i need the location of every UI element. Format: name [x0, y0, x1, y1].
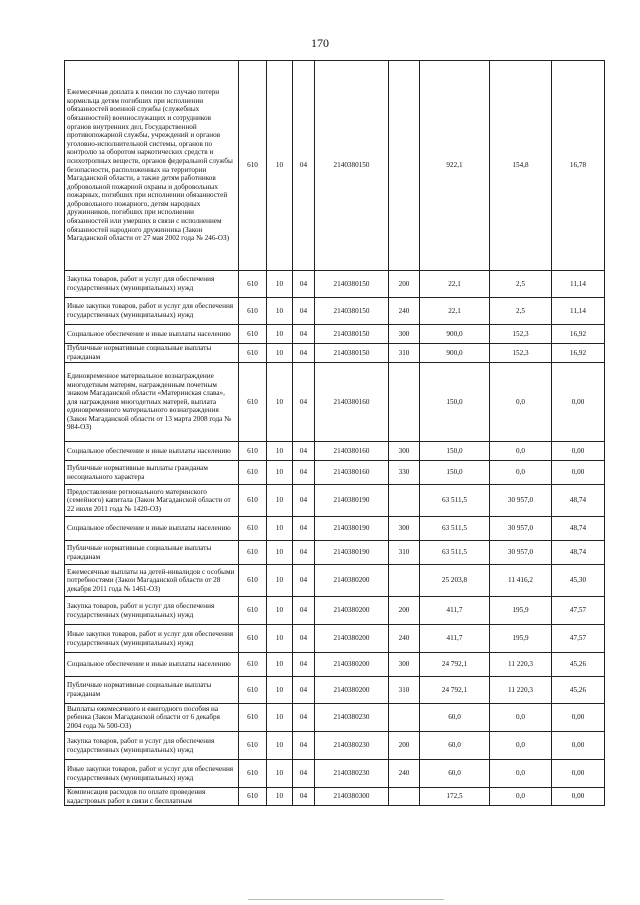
subsection-code-cell: 04 [293, 541, 315, 565]
expense-type-cell [389, 61, 420, 271]
execution-percent-cell: 16,92 [552, 344, 605, 363]
ministry-code-cell: 610 [239, 298, 267, 325]
actual-amount-cell: 195,9 [490, 625, 552, 653]
table-body [65, 61, 605, 806]
row-name-cell: Закупка товаров, работ и услуг для обеспечения государственных (муниципальных) нужд [65, 732, 239, 760]
actual-amount-cell: 30 957,0 [490, 485, 552, 517]
plan-amount-cell: 411,7 [420, 597, 490, 625]
table-row [65, 760, 605, 788]
table-row [65, 344, 605, 363]
subsection-code-cell: 04 [293, 677, 315, 704]
target-article-cell: 2140380150 [315, 344, 389, 363]
table-row [65, 325, 605, 344]
subsection-code-cell: 04 [293, 760, 315, 788]
expense-type-cell: 240 [389, 298, 420, 325]
target-article-cell: 2140380160 [315, 461, 389, 485]
plan-amount-cell: 172,5 [420, 788, 490, 806]
ministry-code-cell: 610 [239, 61, 267, 271]
section-code-cell: 10 [267, 788, 293, 806]
expense-type-cell: 300 [389, 653, 420, 677]
actual-amount-cell: 152,3 [490, 325, 552, 344]
row-name-cell: Компенсация расходов по оплате проведения кадастровых работ в связи с бесплатным [65, 788, 239, 806]
execution-percent-cell: 45,30 [552, 565, 605, 597]
execution-percent-cell: 11,14 [552, 298, 605, 325]
ministry-code-cell: 610 [239, 732, 267, 760]
plan-amount-cell: 411,7 [420, 625, 490, 653]
actual-amount-cell: 2,5 [490, 271, 552, 298]
table-row [65, 677, 605, 704]
execution-percent-cell: 0,00 [552, 704, 605, 732]
section-code-cell: 10 [267, 653, 293, 677]
subsection-code-cell: 04 [293, 271, 315, 298]
plan-amount-cell: 63 511,5 [420, 541, 490, 565]
row-name-cell: Иные закупки товаров, работ и услуг для обеспечения государственных (муниципальных) нужд [65, 298, 239, 325]
execution-percent-cell: 16,92 [552, 325, 605, 344]
target-article-cell: 2140380200 [315, 597, 389, 625]
expense-type-cell: 310 [389, 541, 420, 565]
table-row [65, 271, 605, 298]
execution-percent-cell: 0,00 [552, 788, 605, 806]
plan-amount-cell: 24 792,1 [420, 677, 490, 704]
table-row [65, 363, 605, 442]
actual-amount-cell: 152,3 [490, 344, 552, 363]
row-name-cell: Выплаты ежемесячного и ежегодного пособия на ребенка (Закон Магаданской области от 6 декабря 2004 года № 500-ОЗ) [65, 704, 239, 732]
row-name-cell: Публичные нормативные социальные выплаты гражданам [65, 677, 239, 704]
row-name-cell: Предоставление регионального материнского (семейного) капитала (Закон Магаданской области от 22 июля 2011 года № 1420-ОЗ) [65, 485, 239, 517]
plan-amount-cell: 60,0 [420, 704, 490, 732]
execution-percent-cell: 0,00 [552, 461, 605, 485]
target-article-cell: 2140380150 [315, 325, 389, 344]
plan-amount-cell: 900,0 [420, 344, 490, 363]
subsection-code-cell: 04 [293, 325, 315, 344]
subsection-code-cell: 04 [293, 442, 315, 461]
section-code-cell: 10 [267, 363, 293, 442]
actual-amount-cell: 0,0 [490, 461, 552, 485]
subsection-code-cell: 04 [293, 625, 315, 653]
ministry-code-cell: 610 [239, 271, 267, 298]
plan-amount-cell: 22,1 [420, 298, 490, 325]
actual-amount-cell: 2,5 [490, 298, 552, 325]
page-number: 170 [311, 36, 329, 50]
table-row [65, 625, 605, 653]
subsection-code-cell: 04 [293, 363, 315, 442]
execution-percent-cell: 0,00 [552, 732, 605, 760]
execution-percent-cell: 0,00 [552, 760, 605, 788]
section-code-cell: 10 [267, 760, 293, 788]
subsection-code-cell: 04 [293, 704, 315, 732]
plan-amount-cell: 150,0 [420, 363, 490, 442]
row-name-cell: Ежемесячные выплаты на детей-инвалидов с особыми потребностями (Закон Магаданской области от 28 декабря 2011 года № 1461-ОЗ) [65, 565, 239, 597]
subsection-code-cell: 04 [293, 517, 315, 541]
row-name-cell: Закупка товаров, работ и услуг для обеспечения государственных (муниципальных) нужд [65, 271, 239, 298]
table-row [65, 541, 605, 565]
row-name-cell: Публичные нормативные социальные выплаты гражданам [65, 541, 239, 565]
actual-amount-cell: 0,0 [490, 788, 552, 806]
footer-line [248, 899, 444, 900]
expense-type-cell: 310 [389, 677, 420, 704]
section-code-cell: 10 [267, 677, 293, 704]
execution-percent-cell: 47,57 [552, 625, 605, 653]
plan-amount-cell: 63 511,5 [420, 517, 490, 541]
target-article-cell: 2140380230 [315, 760, 389, 788]
expense-type-cell: 310 [389, 344, 420, 363]
plan-amount-cell: 63 511,5 [420, 485, 490, 517]
target-article-cell: 2140380150 [315, 271, 389, 298]
execution-percent-cell: 0,00 [552, 363, 605, 442]
section-code-cell: 10 [267, 298, 293, 325]
target-article-cell: 2140380200 [315, 653, 389, 677]
ministry-code-cell: 610 [239, 517, 267, 541]
table-row [65, 565, 605, 597]
ministry-code-cell: 610 [239, 653, 267, 677]
actual-amount-cell: 0,0 [490, 732, 552, 760]
row-name-cell: Иные закупки товаров, работ и услуг для обеспечения государственных (муниципальных) нужд [65, 760, 239, 788]
target-article-cell: 2140380190 [315, 517, 389, 541]
target-article-cell: 2140380150 [315, 298, 389, 325]
execution-percent-cell: 16,78 [552, 61, 605, 271]
actual-amount-cell: 0,0 [490, 363, 552, 442]
target-article-cell: 2140380150 [315, 61, 389, 271]
table-row [65, 704, 605, 732]
expense-type-cell [389, 565, 420, 597]
actual-amount-cell: 11 220,3 [490, 677, 552, 704]
section-code-cell: 10 [267, 517, 293, 541]
table-row [65, 461, 605, 485]
row-name-cell: Ежемесячная доплата к пенсии по случаю потери кормильца детям погибших при исполнении обязанностей военной службы (служебных обязанностей) военнослужащих и сотрудников органов внутренних дел, Государственной противопожарной службы, учреждений и органов уголовно-исполнительной системы, органов по контролю за оборотом наркотических средств и психотропных веществ, органов федеральной службы безопасности, расположенных на территории Магаданской области, а также детям работников добровольной пожарной охраны и добровольных пожарных, погибших при исполнении обязанностей добровольного пожарного, детям народных дружинников, погибших при исполнении обязанностей или умерших в связи с исполнением обязанностей народного дружинника (Закон Магаданской области от 27 мая 2002 года № 246-ОЗ) [65, 61, 239, 271]
ministry-code-cell: 610 [239, 597, 267, 625]
target-article-cell: 2140380160 [315, 442, 389, 461]
table-row [65, 597, 605, 625]
target-article-cell: 2140380190 [315, 485, 389, 517]
table-row [65, 442, 605, 461]
section-code-cell: 10 [267, 625, 293, 653]
table-row [65, 298, 605, 325]
ministry-code-cell: 610 [239, 442, 267, 461]
ministry-code-cell: 610 [239, 485, 267, 517]
plan-amount-cell: 25 203,8 [420, 565, 490, 597]
expense-type-cell: 300 [389, 517, 420, 541]
section-code-cell: 10 [267, 704, 293, 732]
row-name-cell: Социальное обеспечение и иные выплаты населению [65, 653, 239, 677]
expense-type-cell [389, 485, 420, 517]
target-article-cell: 2140380200 [315, 625, 389, 653]
target-article-cell: 2140380200 [315, 677, 389, 704]
target-article-cell: 2140380230 [315, 704, 389, 732]
section-code-cell: 10 [267, 442, 293, 461]
section-code-cell: 10 [267, 271, 293, 298]
row-name-cell: Социальное обеспечение и иные выплаты населению [65, 442, 239, 461]
execution-percent-cell: 48,74 [552, 485, 605, 517]
ministry-code-cell: 610 [239, 760, 267, 788]
plan-amount-cell: 22,1 [420, 271, 490, 298]
section-code-cell: 10 [267, 541, 293, 565]
row-name-cell: Публичные нормативные социальные выплаты гражданам [65, 344, 239, 363]
section-code-cell: 10 [267, 344, 293, 363]
ministry-code-cell: 610 [239, 344, 267, 363]
target-article-cell: 2140380190 [315, 541, 389, 565]
expense-type-cell: 300 [389, 325, 420, 344]
table-row [65, 517, 605, 541]
expense-type-cell: 300 [389, 442, 420, 461]
subsection-code-cell: 04 [293, 732, 315, 760]
target-article-cell: 2140380300 [315, 788, 389, 806]
actual-amount-cell: 0,0 [490, 704, 552, 732]
table-row [65, 653, 605, 677]
ministry-code-cell: 610 [239, 788, 267, 806]
actual-amount-cell: 11 416,2 [490, 565, 552, 597]
subsection-code-cell: 04 [293, 788, 315, 806]
actual-amount-cell: 0,0 [490, 760, 552, 788]
section-code-cell: 10 [267, 597, 293, 625]
row-name-cell: Социальное обеспечение и иные выплаты населению [65, 325, 239, 344]
table-row [65, 732, 605, 760]
execution-percent-cell: 11,14 [552, 271, 605, 298]
execution-percent-cell: 47,57 [552, 597, 605, 625]
actual-amount-cell: 30 957,0 [490, 517, 552, 541]
subsection-code-cell: 04 [293, 597, 315, 625]
execution-percent-cell: 45,26 [552, 653, 605, 677]
section-code-cell: 10 [267, 461, 293, 485]
execution-percent-cell: 45,26 [552, 677, 605, 704]
table-row [65, 788, 605, 806]
ministry-code-cell: 610 [239, 461, 267, 485]
actual-amount-cell: 11 220,3 [490, 653, 552, 677]
target-article-cell: 2140380160 [315, 363, 389, 442]
actual-amount-cell: 154,8 [490, 61, 552, 271]
row-name-cell: Публичные нормативные выплаты гражданам несоциального характера [65, 461, 239, 485]
ministry-code-cell: 610 [239, 363, 267, 442]
plan-amount-cell: 150,0 [420, 442, 490, 461]
actual-amount-cell: 30 957,0 [490, 541, 552, 565]
budget-table [64, 60, 605, 806]
subsection-code-cell: 04 [293, 653, 315, 677]
plan-amount-cell: 150,0 [420, 461, 490, 485]
subsection-code-cell: 04 [293, 565, 315, 597]
execution-percent-cell: 48,74 [552, 541, 605, 565]
subsection-code-cell: 04 [293, 344, 315, 363]
ministry-code-cell: 610 [239, 325, 267, 344]
ministry-code-cell: 610 [239, 541, 267, 565]
execution-percent-cell: 48,74 [552, 517, 605, 541]
ministry-code-cell: 610 [239, 565, 267, 597]
plan-amount-cell: 24 792,1 [420, 653, 490, 677]
target-article-cell: 2140380200 [315, 565, 389, 597]
expense-type-cell: 200 [389, 597, 420, 625]
row-name-cell: Социальное обеспечение и иные выплаты населению [65, 517, 239, 541]
section-code-cell: 10 [267, 565, 293, 597]
subsection-code-cell: 04 [293, 61, 315, 271]
section-code-cell: 10 [267, 325, 293, 344]
expense-type-cell [389, 363, 420, 442]
ministry-code-cell: 610 [239, 625, 267, 653]
expense-type-cell: 200 [389, 732, 420, 760]
ministry-code-cell: 610 [239, 677, 267, 704]
subsection-code-cell: 04 [293, 461, 315, 485]
plan-amount-cell: 922,1 [420, 61, 490, 271]
actual-amount-cell: 195,9 [490, 597, 552, 625]
table-row [65, 61, 605, 271]
ministry-code-cell: 610 [239, 704, 267, 732]
table-row [65, 485, 605, 517]
row-name-cell: Иные закупки товаров, работ и услуг для обеспечения государственных (муниципальных) нужд [65, 625, 239, 653]
plan-amount-cell: 60,0 [420, 760, 490, 788]
plan-amount-cell: 60,0 [420, 732, 490, 760]
actual-amount-cell: 0,0 [490, 442, 552, 461]
subsection-code-cell: 04 [293, 298, 315, 325]
section-code-cell: 10 [267, 61, 293, 271]
expense-type-cell: 240 [389, 760, 420, 788]
expense-type-cell: 200 [389, 271, 420, 298]
target-article-cell: 2140380230 [315, 732, 389, 760]
section-code-cell: 10 [267, 732, 293, 760]
execution-percent-cell: 0,00 [552, 442, 605, 461]
expense-type-cell [389, 788, 420, 806]
row-name-cell: Закупка товаров, работ и услуг для обеспечения государственных (муниципальных) нужд [65, 597, 239, 625]
subsection-code-cell: 04 [293, 485, 315, 517]
plan-amount-cell: 900,0 [420, 325, 490, 344]
expense-type-cell: 240 [389, 625, 420, 653]
section-code-cell: 10 [267, 485, 293, 517]
expense-type-cell [389, 704, 420, 732]
expense-type-cell: 330 [389, 461, 420, 485]
row-name-cell: Единовременное материальное вознаграждение многодетным матерям, награжденным почетным знаком Магаданской области «Материнская слава», для награждения многодетных матерей, выплата единовременного материального вознаграждения (Закон Магаданской области от 13 марта 2008 года № 984-ОЗ) [65, 363, 239, 442]
